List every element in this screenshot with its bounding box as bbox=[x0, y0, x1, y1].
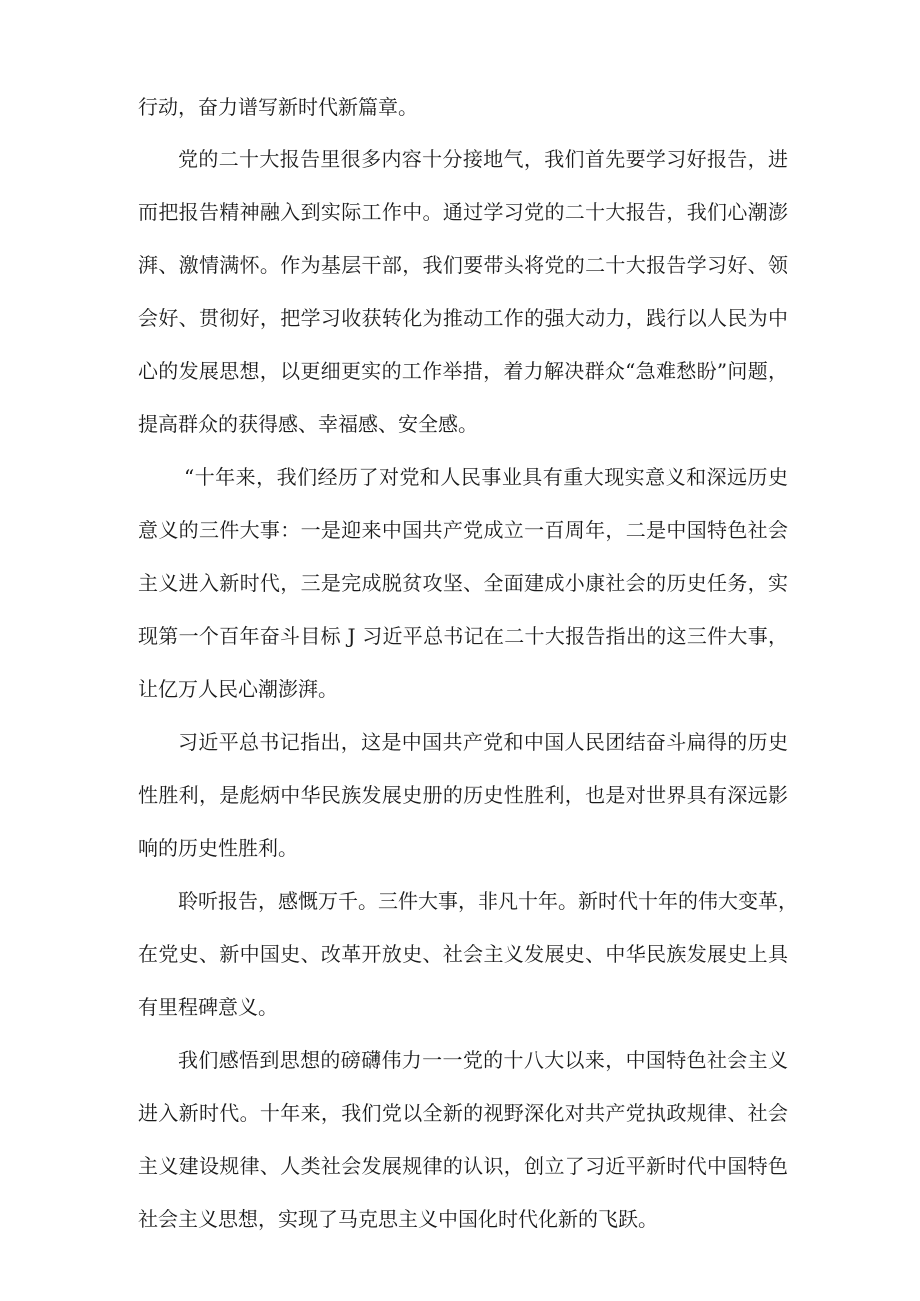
paragraph-4-line-1: 习近平总书记指出，这是中国共产党和中国人民团结奋斗扁得的历史 bbox=[178, 730, 788, 754]
paragraph-2-line-1: 党的二十大报告里很多内容十分接地气，我们首先要学习好报告，进 bbox=[178, 147, 788, 171]
paragraph-6-line-3: 主义建设规律、人类社会发展规律的认识，创立了习近平新时代中国特色 bbox=[138, 1154, 788, 1178]
paragraph-3-line-4: 现第一个百年奋斗目标 J 习近平总书记在二十大报告指出的这三件大事， bbox=[138, 624, 788, 648]
paragraph-6-line-2: 进入新时代。十年来，我们党以全新的视野深化对共产党执政规律、社会 bbox=[138, 1101, 788, 1125]
paragraph-3-line-5: 让亿万人民心潮澎湃。 bbox=[138, 677, 338, 701]
paragraph-5-line-3: 有里程碑意义。 bbox=[138, 995, 278, 1019]
paragraph-2-line-2: 而把报告精神融入到实际工作中。通过学习党的二十大报告，我们心潮澎 bbox=[138, 200, 788, 224]
paragraph-2-line-6: 提高群众的获得感、幸福感、安全感。 bbox=[138, 412, 478, 436]
paragraph-2-line-5: 心的发展思想，以更细更实的工作举措，着力解决群众“急难愁盼”问题， bbox=[138, 359, 788, 383]
paragraph-1-line-1: 行动，奋力谱写新时代新篇章。 bbox=[138, 95, 418, 119]
paragraph-2-line-3: 湃、激情满怀。作为基层干部，我们要带头将党的二十大报告学习好、领 bbox=[138, 253, 788, 277]
paragraph-6-line-4: 社会主义思想，实现了马克思主义中国化时代化新的飞跃。 bbox=[138, 1207, 658, 1231]
paragraph-2-line-4: 会好、贯彻好，把学习收获转化为推动工作的强大动力，践行以人民为中 bbox=[138, 306, 788, 330]
paragraph-3-line-1: “十年来，我们经历了对党和人民事业具有重大现实意义和深远历史 bbox=[184, 465, 788, 489]
paragraph-5-line-1: 聆听报告，感慨万千。三件大事，非凡十年。新时代十年的伟大变革， bbox=[178, 889, 798, 913]
paragraph-4-line-2: 性胜利，是彪炳中华民族发展史册的历史性胜利，也是对世界具有深远影 bbox=[138, 783, 788, 807]
paragraph-4-line-3: 响的历史性胜利。 bbox=[138, 836, 298, 860]
paragraph-5-line-2: 在党史、新中国史、改革开放史、社会主义发展史、中华民族发展史上具 bbox=[138, 942, 788, 966]
paragraph-6-line-1: 我们感悟到思想的磅礴伟力一一党的十八大以来，中国特色社会主义 bbox=[178, 1048, 788, 1072]
paragraph-3-line-3: 主义进入新时代，三是完成脱贫攻坚、全面建成小康社会的历史任务，实 bbox=[138, 571, 788, 595]
paragraph-3-line-2: 意义的三件大事：一是迎来中国共产党成立一百周年，二是中国特色社会 bbox=[138, 518, 788, 542]
